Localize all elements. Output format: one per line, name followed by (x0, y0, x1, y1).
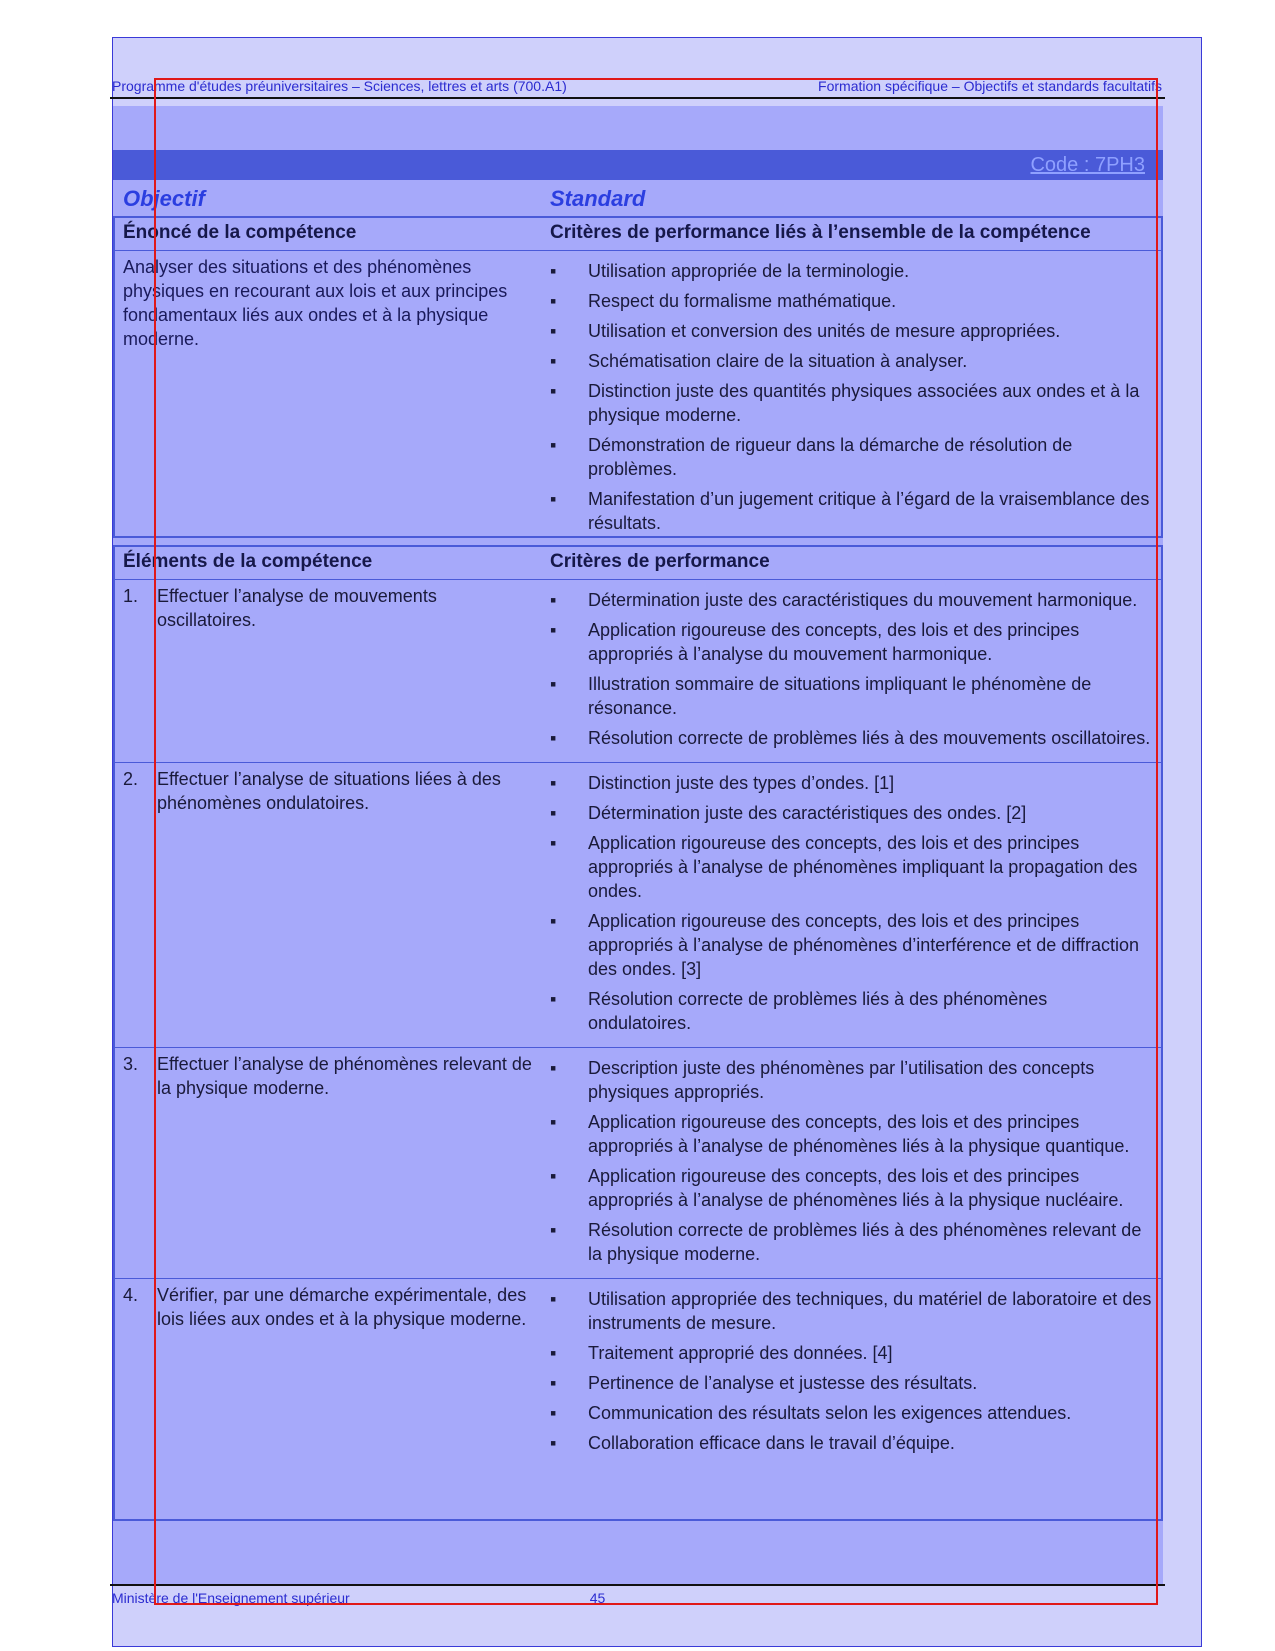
element-row (115, 1048, 1161, 1279)
bullet-icon: ▪ (550, 261, 557, 281)
bullet-icon: ▪ (550, 321, 557, 341)
critere-item (550, 319, 1153, 343)
critere-text: Application rigoureuse des concepts, des lois et des principes appropriés à l’analyse de phénomènes liés à la physique nucléaire. (588, 1166, 1124, 1210)
criteres-performance-label: Critères de performance (550, 551, 770, 572)
critere-item (550, 726, 1153, 750)
bullet-icon: ▪ (550, 728, 557, 748)
critere-text: Illustration sommaire de situations impliquant le phénomène de résonance. (588, 674, 1092, 718)
bullet-icon: ▪ (550, 435, 557, 455)
critere-item (550, 1401, 1153, 1425)
bullet-icon: ▪ (550, 674, 557, 694)
bullet-icon: ▪ (550, 1166, 557, 1186)
element-text: Effectuer l’analyse de situations liées à des phénomènes ondulatoires. (157, 769, 501, 813)
bullet-icon: ▪ (550, 1343, 557, 1363)
bullet-icon: ▪ (550, 773, 557, 793)
critere-item (550, 379, 1153, 427)
bullet-icon: ▪ (550, 803, 557, 823)
bullet-icon: ▪ (550, 351, 557, 371)
element-text: Vérifier, par une démarche expérimentale, des lois liées aux ondes et à la physique moderne. (157, 1285, 527, 1329)
element-cell (115, 763, 542, 1047)
bullet-icon: ▪ (550, 833, 557, 853)
bullet-icon: ▪ (550, 911, 557, 931)
element-criteres-cell (542, 580, 1161, 762)
critere-text: Application rigoureuse des concepts, des lois et des principes appropriés à l’analyse du mouvement harmonique. (588, 620, 1080, 664)
element-number: 3. (123, 1054, 139, 1074)
element-criteres-cell (542, 763, 1161, 1047)
critere-item (550, 771, 1153, 795)
footer-rule (110, 1584, 1165, 1586)
critere-item (550, 1164, 1153, 1212)
element-cell (115, 1279, 542, 1467)
bullet-icon: ▪ (550, 590, 557, 610)
objective-standard-heading (123, 186, 1163, 212)
bullet-icon: ▪ (550, 1220, 557, 1240)
element-criteres-list (550, 588, 1153, 750)
footer-left: Ministère de l'Enseignement supérieur (112, 1590, 350, 1606)
critere-text: Application rigoureuse des concepts, des lois et des principes appropriés à l’analyse de phénomènes d’interférence et de diffraction des ondes. [3] (588, 911, 1140, 979)
elements-header-row (115, 547, 1161, 580)
bullet-icon: ▪ (550, 1403, 557, 1423)
element-text: Effectuer l’analyse de mouvements oscillatoires. (157, 586, 437, 630)
critere-text: Schématisation claire de la situation à analyser. (588, 351, 968, 371)
element-cell (115, 580, 542, 762)
bullet-icon: ▪ (550, 381, 557, 401)
element-number: 1. (123, 586, 139, 606)
element-entry (123, 1283, 534, 1331)
element-number: 4. (123, 1285, 139, 1305)
critere-item (550, 987, 1153, 1035)
bullet-icon: ▪ (550, 620, 557, 640)
element-criteres-list (550, 771, 1153, 1035)
course-code: Code : 7PH3 (1030, 153, 1145, 176)
page-number: 45 (589, 1590, 606, 1606)
critere-text: Utilisation appropriée des techniques, du matériel de laboratoire et des instruments de mesure. (588, 1289, 1152, 1333)
element-row (115, 580, 1161, 763)
critere-item (550, 433, 1153, 481)
critere-item (550, 909, 1153, 981)
critere-item (550, 831, 1153, 903)
critere-item (550, 289, 1153, 313)
element-number: 2. (123, 769, 139, 789)
critere-item (550, 259, 1153, 283)
competence-table (113, 216, 1163, 538)
critere-item (550, 1431, 1153, 1455)
critere-item (550, 672, 1153, 720)
critere-text: Utilisation et conversion des unités de mesure appropriées. (588, 321, 1061, 341)
criteres-ensemble-list (550, 259, 1153, 535)
critere-item (550, 1341, 1153, 1365)
critere-text: Application rigoureuse des concepts, des lois et des principes appropriés à l’analyse de phénomènes liés à la physique quantique. (588, 1112, 1130, 1156)
critere-text: Distinction juste des quantités physiques associées aux ondes et à la physique moderne. (588, 381, 1140, 425)
critere-text: Respect du formalisme mathématique. (588, 291, 897, 311)
element-criteres-cell (542, 1279, 1161, 1467)
critere-text: Manifestation d’un jugement critique à l’égard de la vraisemblance des résultats. (588, 489, 1150, 533)
element-cell (115, 1048, 542, 1278)
element-criteres-list (550, 1287, 1153, 1455)
elements-rows (115, 580, 1161, 1467)
critere-text: Détermination juste des caractéristiques du mouvement harmonique. (588, 590, 1138, 610)
element-criteres-list (550, 1056, 1153, 1266)
element-criteres-cell (542, 1048, 1161, 1278)
element-row (115, 1279, 1161, 1467)
bullet-icon: ▪ (550, 1373, 557, 1393)
critere-item (550, 801, 1153, 825)
critere-item (550, 1371, 1153, 1395)
element-text: Effectuer l’analyse de phénomènes relevant de la physique moderne. (157, 1054, 532, 1098)
criteres-ensemble-cell (542, 251, 1161, 547)
critere-text: Traitement approprié des données. [4] (588, 1343, 893, 1363)
bullet-icon: ▪ (550, 1112, 557, 1132)
critere-item (550, 1056, 1153, 1104)
elements-label: Éléments de la compétence (123, 551, 373, 572)
critere-text: Pertinence de l’analyse et justesse des résultats. (588, 1373, 978, 1393)
critere-text: Collaboration efficace dans le travail d’équipe. (588, 1433, 955, 1453)
critere-item (550, 618, 1153, 666)
header-rule (110, 97, 1165, 99)
element-entry (123, 1052, 534, 1100)
critere-item (550, 487, 1153, 535)
bullet-icon: ▪ (550, 1058, 557, 1078)
code-bar (113, 150, 1163, 180)
critere-item (550, 588, 1153, 612)
critere-text: Résolution correcte de problèmes liés à des phénomènes ondulatoires. (588, 989, 1048, 1033)
enonce-text: Analyser des situations et des phénomènes physiques en recourant aux lois et aux principes fondamentaux liés aux ondes et à la physique moderne. (123, 257, 508, 349)
elements-table (113, 545, 1163, 1521)
critere-text: Application rigoureuse des concepts, des lois et des principes appropriés à l’analyse de phénomènes impliquant la propagation des ondes. (588, 833, 1138, 901)
critere-item (550, 1287, 1153, 1335)
critere-text: Détermination juste des caractéristiques des ondes. [2] (588, 803, 1027, 823)
bullet-icon: ▪ (550, 291, 557, 311)
element-row (115, 763, 1161, 1048)
page-header (112, 78, 1162, 94)
critere-text: Utilisation appropriée de la terminologie. (588, 261, 910, 281)
critere-item (550, 349, 1153, 373)
page-footer (112, 1590, 1162, 1606)
element-entry (123, 767, 534, 815)
critere-text: Résolution correcte de problèmes liés à des mouvements oscillatoires. (588, 728, 1151, 748)
enonce-label: Énoncé de la compétence (123, 222, 357, 243)
critere-item (550, 1218, 1153, 1266)
bullet-icon: ▪ (550, 1289, 557, 1309)
critere-text: Communication des résultats selon les exigences attendues. (588, 1403, 1072, 1423)
critere-text: Résolution correcte de problèmes liés à des phénomènes relevant de la physique moderne. (588, 1220, 1142, 1264)
bullet-icon: ▪ (550, 989, 557, 1009)
objectif-label: Objectif (123, 186, 205, 211)
element-entry (123, 584, 534, 632)
critere-item (550, 1110, 1153, 1158)
competence-header-row (115, 218, 1161, 251)
header-right: Formation spécifique – Objectifs et standards facultatifs (818, 78, 1162, 94)
critere-text: Distinction juste des types d’ondes. [1] (588, 773, 895, 793)
header-left: Programme d'études préuniversitaires – Sciences, lettres et arts (700.A1) (112, 78, 567, 94)
criteres-ensemble-label: Critères de performance liés à l’ensemble de la compétence (550, 222, 1091, 243)
bullet-icon: ▪ (550, 489, 557, 509)
competence-body-row (115, 251, 1161, 547)
critere-text: Description juste des phénomènes par l’utilisation des concepts physiques appropriés. (588, 1058, 1095, 1102)
standard-label: Standard (550, 186, 646, 211)
critere-text: Démonstration de rigueur dans la démarche de résolution de problèmes. (588, 435, 1073, 479)
bullet-icon: ▪ (550, 1433, 557, 1453)
